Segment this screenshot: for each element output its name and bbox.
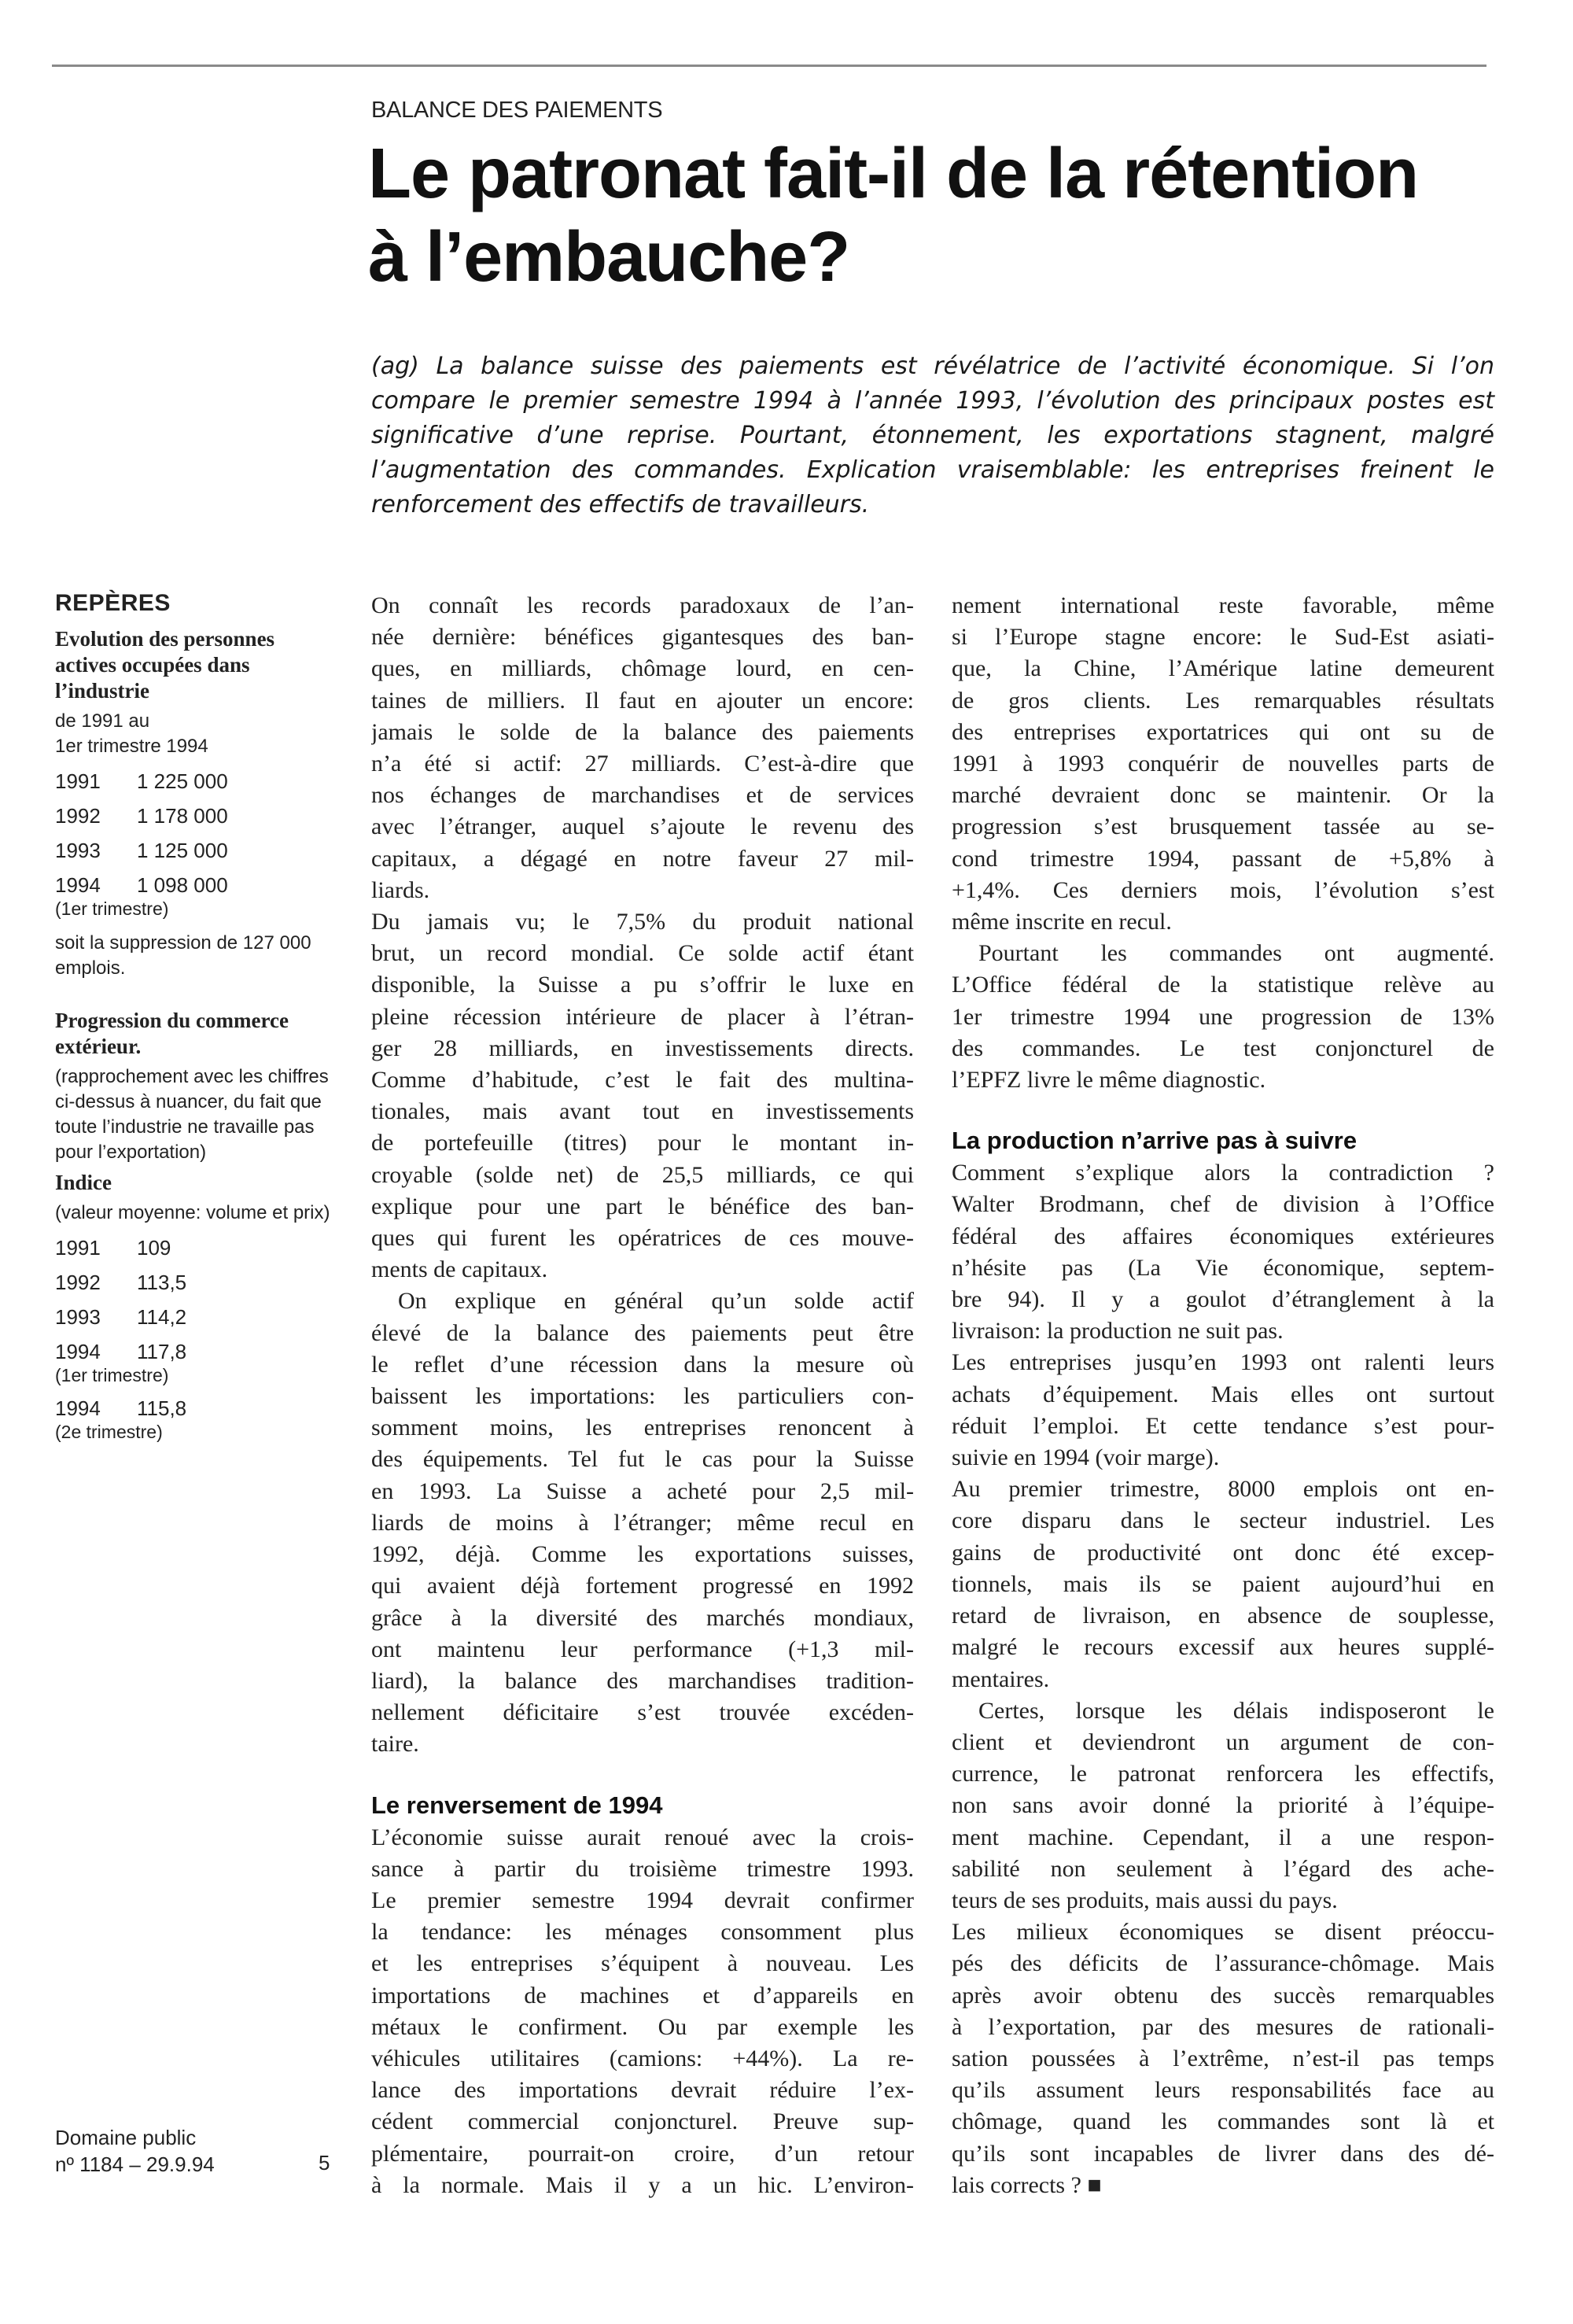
text-line: fédéral des affaires économiques extérieures [952,1223,1494,1249]
text-line: explique pour une part le bénéfice des ban- [371,1193,914,1219]
text-line: achats d’équipement. Mais elles ont surtout [952,1381,1494,1407]
text-line: le reflet d’une récession dans la mesure où [371,1351,914,1378]
text-line: et les entreprises s’équipent à nouveau. Les [371,1950,914,1977]
text-line: lais corrects ? ■ [952,2171,1102,2198]
text-line: client et deviendront un argument de con- [952,1728,1494,1755]
text-line: des commandes. Le test conjoncturel de [952,1035,1494,1061]
text-line: cédent commercial conjoncturel. Preuve sup- [371,2108,914,2135]
text-line: Certes, lorsque les délais indisposeront le [978,1697,1494,1724]
text-line: Le premier semestre 1994 devrait confirmer [371,1887,914,1913]
text-line: tionales, mais avant tout en investissements [371,1098,914,1125]
text-line: sabilité non seulement à l’égard des ache- [952,1855,1494,1882]
text-line: que, la Chine, l’Amérique latine demeurent [952,655,1494,682]
text-line: lance des importations devrait réduire l’ex- [371,2077,914,2104]
sidebar-index-label: Indice [55,1171,112,1194]
section-kicker: BALANCE DES PAIEMENTS [371,98,663,123]
text-line: importations de machines et d’appareils en [371,1982,914,2009]
text-line: nos échanges de marchandises et de services [371,782,914,809]
lead-line: l’augmentation des commandes. Explication vraisemblable: les entreprises freinent le [371,456,1494,484]
employment-year: 1993 [55,839,101,862]
text-line: L’Office fédéral de la statistique relève au [952,972,1494,998]
index-value: 114,2 [137,1305,187,1329]
page-number: 5 [319,2151,330,2175]
text-line: 1er trimestre 1994 une progression de 13% [952,1003,1494,1030]
text-line: 1991 à 1993 conquérir de nouvelles parts de [952,751,1494,777]
employment-year: 1994 [55,873,101,897]
text-line: brut, un record mondial. Ce solde actif étant [371,940,914,967]
text-line: capitaux, a dégagé en notre faveur 27 mil- [371,845,914,872]
index-year: 1994 [55,1396,101,1420]
text-line: n’a été si actif: 27 milliards. C’est-à-dire que [371,751,914,777]
index-row [55,1270,338,1295]
text-line: On explique en général qu’un solde actif [398,1288,914,1315]
text-line: ques, en milliards, chômage lourd, en cen- [371,655,914,682]
text-line: 1992, déjà. Comme les exportations suisses, [371,1541,914,1568]
index-value: 115,8 [137,1396,187,1420]
text-line: Comme d’habitude, c’est le fait des multina- [371,1067,914,1094]
text-line: bre 94). Il y a goulot d’étranglement à la [952,1286,1494,1313]
lead-line: renforcement des effectifs de travailleurs. [371,491,870,518]
text-line: pés des déficits de l’assurance-chômage. Mais [952,1950,1494,1977]
lead-line: compare le premier semestre 1994 à l’année 1993, l’évolution des principaux postes est [371,387,1494,415]
text-line: ques qui furent les opératrices de ces mouve- [371,1225,914,1252]
index-row [55,1304,338,1330]
text-line: même inscrite en recul. [952,909,1172,935]
text-line: plémentaire, pourrait-on croire, d’un retour [371,2140,914,2167]
reperes-sidebar [55,590,338,1443]
top-rule [52,65,1486,67]
sidebar-period [55,709,338,759]
employment-value: 1 125 000 [137,839,228,862]
text-line: non sans avoir donné la priorité à l’équipe- [952,1792,1494,1819]
text-line: véhicules utilitaires (camions: +44%). La re- [371,2045,914,2071]
text-line: +1,4%. Ces derniers mois, l’évolution s’est [952,876,1494,903]
text-line: somment moins, les entreprises renoncent à [371,1415,914,1441]
text-line: disponible, la Suisse a pu s’offrir le luxe en [371,972,914,998]
index-value: 117,8 [137,1340,187,1363]
text-line: retard de livraison, en absence de souplesse, [952,1603,1494,1629]
paragraph [952,1916,1494,2201]
text-line: nement international reste favorable, même [952,592,1494,618]
text-line: la tendance: les ménages consomment plus [371,1919,914,1946]
headline-line-1: Le patronat fait-il de la rétention [368,135,1419,213]
employment-value: 1 225 000 [137,769,228,793]
text-line: Du jamais vu; le 7,5% du produit national [371,909,914,935]
publication-footer [55,2124,215,2178]
text-line: gains de productivité ont donc été excep- [952,1539,1494,1566]
text-line: de portefeuille (titres) pour le montant in- [371,1130,914,1156]
text-line: core disparu dans le secteur industriel. Les [952,1507,1494,1534]
employment-table [55,769,338,920]
text-line: de gros clients. Les remarquables résultats [952,687,1494,714]
paragraph [952,1347,1494,1474]
article-column-1 [371,590,914,2201]
paragraph [952,1474,1494,1695]
sidebar-title: REPÈRES [55,590,171,616]
index-year: 1991 [55,1236,101,1260]
text-line: qu’ils assument leurs responsabilités face au [952,2077,1494,2104]
text-line: suivie en 1994 (voir marge). [952,1444,1220,1471]
text-line: l’EPFZ livre le même diagnostic. [952,1067,1266,1094]
index-row [55,1396,338,1421]
text-line: L’économie suisse aurait renoué avec la crois- [371,1824,914,1850]
paragraph [371,906,914,1286]
employment-row [55,769,338,794]
text-line: nellement déficitaire s’est trouvée excéden- [371,1699,914,1726]
text-line: n’hésite pas (La Vie économique, septem- [952,1254,1494,1281]
text-line: née dernière: bénéfices gigantesques des ban- [371,624,914,651]
text-line: ont maintenu leur performance (+1,3 mil- [371,1636,914,1662]
sidebar-period-line: de 1991 au [55,710,150,732]
headline-line-2: à l’embauche? [368,218,850,297]
index-row [55,1339,338,1364]
text-line: currence, le patronat renforcera les effectifs, [952,1761,1494,1787]
text-line: avec l’étranger, auquel s’ajoute le revenu des [371,813,914,840]
publication-name: Domaine public [55,2126,197,2149]
text-line: en 1993. La Suisse a acheté pour 2,5 mil- [371,1477,914,1504]
sidebar-index-note: (valeur moyenne: volume et prix) [55,1202,330,1223]
paragraph [371,1286,914,1760]
text-line: ment machine. Cependant, il a une respon- [952,1824,1494,1850]
text-line: taines de milliers. Il faut en ajouter un encore: [371,687,914,714]
text-line: sation poussées à l’extrême, n’est-il pas temps [952,2045,1494,2071]
sidebar-period-line: 1er trimestre 1994 [55,736,208,757]
text-line: grâce à la diversité des marchés mondiaux, [371,1604,914,1631]
paragraph [952,938,1494,1096]
text-line: Comment s’explique alors la contradiction ? [952,1160,1494,1186]
text-line: pleine récession intérieure de placer à l’étran- [371,1003,914,1030]
paragraph [952,1695,1494,1916]
index-value: 113,5 [137,1271,187,1294]
article-headline [368,132,1501,299]
text-line: malgré le recours excessif aux heures supplé- [952,1634,1494,1661]
employment-row-note: (1er trimestre) [55,898,169,919]
text-line: jamais le solde de la balance des paiements [371,718,914,745]
article-column-2 [952,590,1494,2201]
sidebar-trade-heading: Progression du commerce extérieur. [55,1009,289,1058]
text-line: à l’exportation, par des mesures de rationali- [952,2013,1494,2040]
text-line: des entreprises exportatrices qui ont su de [952,718,1494,745]
paragraph [371,590,914,906]
text-line: ments de capitaux. [371,1256,548,1283]
text-line: progression s’est brusquement tassée au se- [952,813,1494,840]
index-row-note: (1er trimestre) [55,1365,169,1385]
text-line: liards. [371,876,430,903]
text-line: réduit l’emploi. Et cette tendance s’est pour- [952,1412,1494,1439]
issue-number: nº 1184 – 29.9.94 [55,2152,215,2176]
employment-year: 1992 [55,804,101,828]
text-line: mentaires. [952,1666,1050,1692]
index-year: 1992 [55,1271,101,1294]
text-line: sance à partir du troisième trimestre 1993. [371,1855,914,1882]
text-line: teurs de ses produits, mais aussi du pays. [952,1887,1338,1913]
text-line: qui avaient déjà fortement progressé en 1992 [371,1573,914,1599]
text-line: si l’Europe stagne encore: le Sud-Est asiati- [952,624,1494,651]
text-line: ger 28 milliards, en investissements directs. [371,1035,914,1061]
sidebar-conclusion: soit la suppression de 127 000 emplois. [55,932,311,979]
text-line: après avoir obtenu des succès remarquables [952,1982,1494,2009]
text-line: livraison: la production ne suit pas. [952,1318,1284,1345]
lead-line: (ag) La balance suisse des paiements est révélatrice de l’activité économique. Si l’on [371,352,1494,380]
index-year: 1994 [55,1340,101,1363]
text-line: métaux le confirment. Ou par exemple les [371,2013,914,2040]
text-line: liard), la balance des marchandises tradition- [371,1667,914,1694]
paragraph [371,1822,914,2201]
text-line: On connaît les records paradoxaux de l’an- [371,592,914,618]
text-line: taire. [371,1731,419,1758]
text-line: Walter Brodmann, chef de division à l’Office [952,1191,1494,1218]
text-line: cond trimestre 1994, passant de +5,8% à [952,845,1494,872]
text-line: chômage, quand les commandes sont là et [952,2108,1494,2135]
text-line: élevé de la balance des paiements peut être [371,1319,914,1346]
index-row [55,1235,338,1260]
text-line: croyable (solde net) de 25,5 milliards, ce qui [371,1161,914,1188]
employment-row [55,803,338,828]
index-value: 109 [137,1236,171,1260]
text-line: marché devraient donc se maintenir. Or la [952,782,1494,809]
employment-row [55,838,338,863]
paragraph [952,1157,1494,1347]
index-year: 1993 [55,1305,101,1329]
employment-value: 1 178 000 [137,804,228,828]
index-table [55,1235,338,1443]
text-line: à la normale. Mais il y a un hic. L’environ- [371,2171,914,2198]
text-line: tionnels, mais ils se paient aujourd’hui en [952,1570,1494,1597]
text-line: liards de moins à l’étranger; même recul en [371,1509,914,1536]
text-line: qu’ils sont incapables de livrer dans des dé- [952,2140,1494,2167]
article-lead [371,349,1494,522]
lead-line: significative d’une reprise. Pourtant, étonnement, les exportations stagnent, malgré [371,422,1494,449]
text-line: Les milieux économiques se disent préoccu- [952,1919,1494,1946]
text-line: des équipements. Tel fut le cas pour la Suisse [371,1446,914,1473]
text-line: baissent les importations: les particuliers con- [371,1383,914,1410]
subheading-production: La production n’arrive pas à suivre [952,1127,1357,1155]
index-row-note: (2e trimestre) [55,1422,163,1442]
subheading-renversement: Le renversement de 1994 [371,1791,663,1819]
paragraph [952,590,1494,938]
sidebar-employment-heading: Evolution des personnes actives occupées dans l’industrie [55,627,275,703]
text-line: Pourtant les commandes ont augmenté. [978,940,1494,967]
employment-value: 1 098 000 [137,873,228,897]
employment-year: 1991 [55,769,101,793]
text-line: Les entreprises jusqu’en 1993 ont ralenti leurs [952,1349,1494,1376]
sidebar-trade-note: (rapprochement avec les chiffres ci-dessus à nuancer, du fait que toute l’industrie ne travaille pas pour l’exportation) [55,1066,329,1163]
employment-row [55,872,338,898]
text-line: Au premier trimestre, 8000 emplois ont en- [952,1476,1494,1503]
